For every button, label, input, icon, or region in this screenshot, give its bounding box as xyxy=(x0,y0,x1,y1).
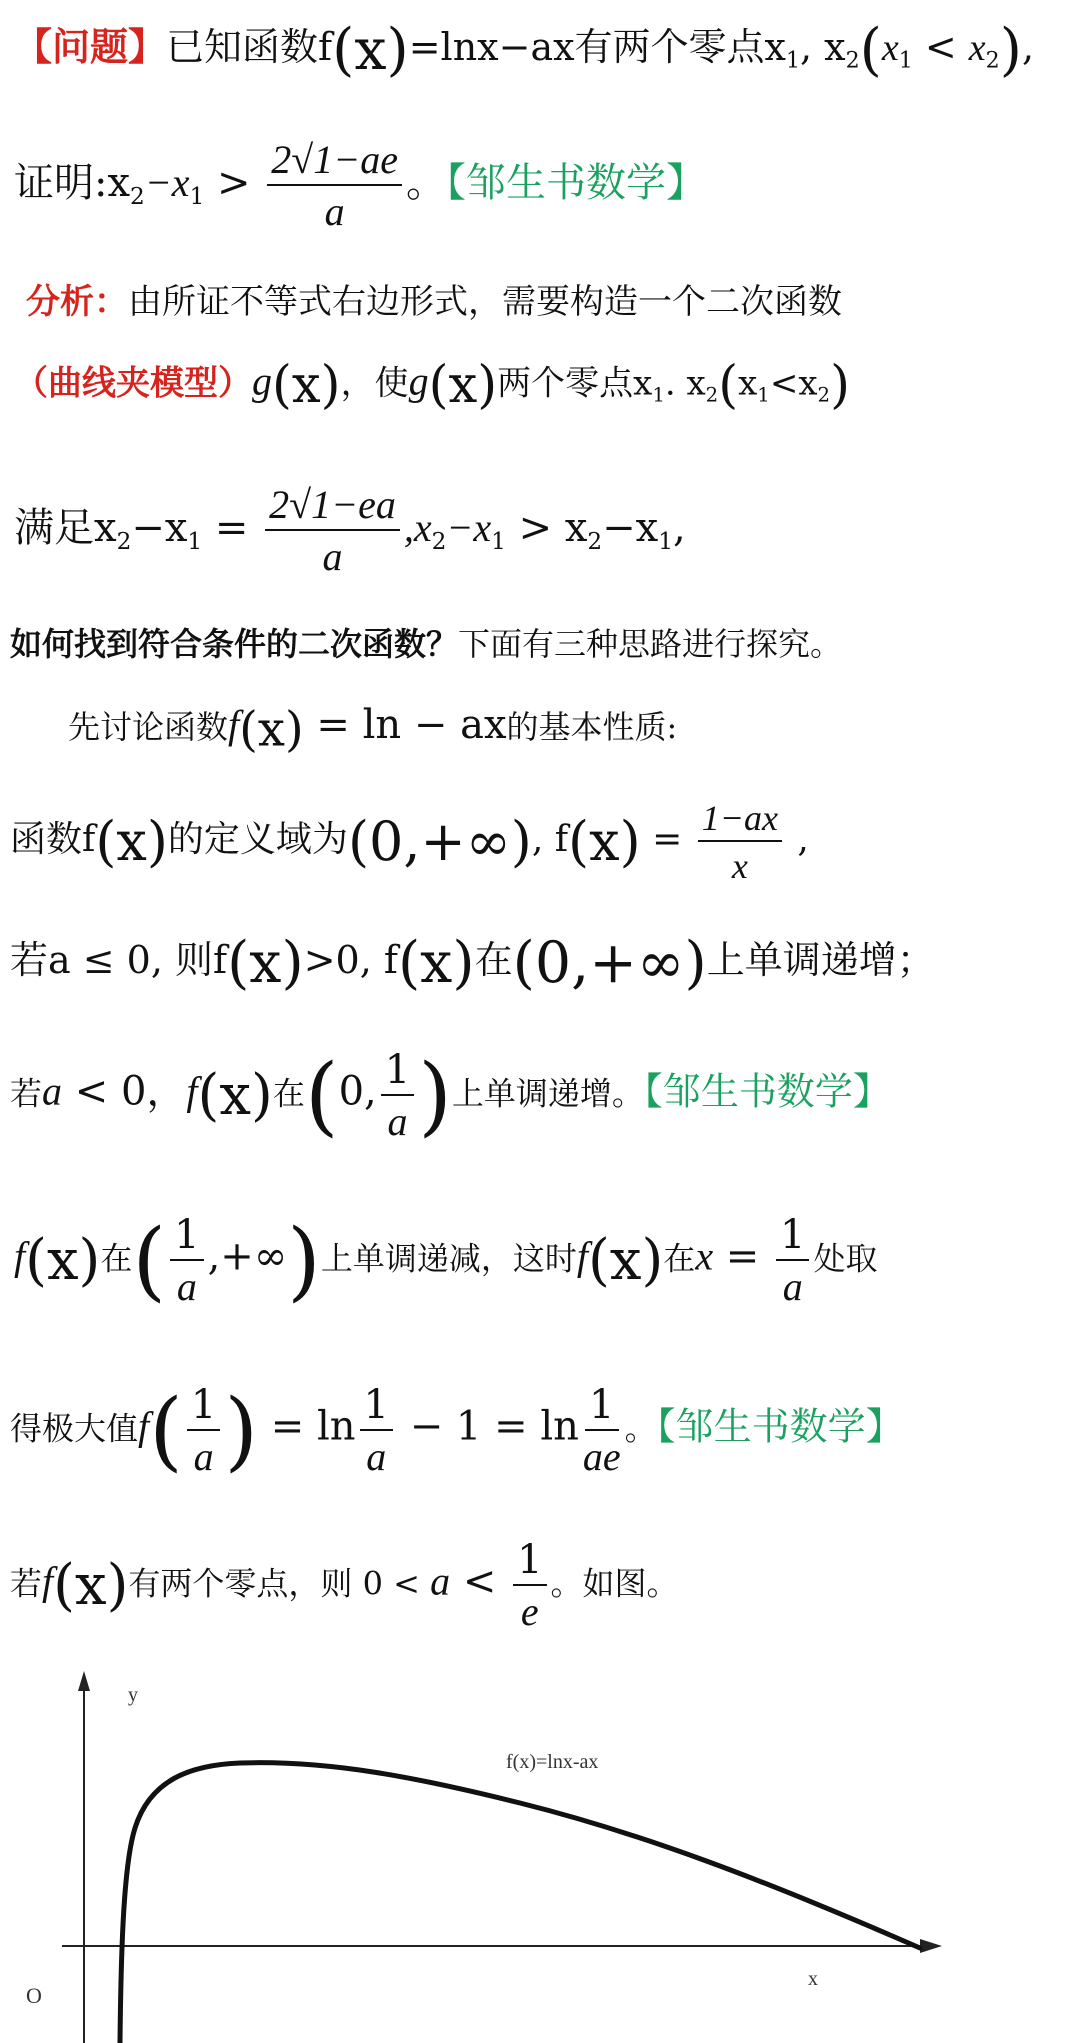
analysis-line xyxy=(26,282,842,322)
text: (x) xyxy=(272,356,341,415)
watermark-tag: 【邹生书数学】 xyxy=(445,160,706,206)
subscript: 2 xyxy=(587,528,603,556)
numerator: 1 xyxy=(360,1385,393,1431)
text: (x) xyxy=(227,930,304,996)
text: a xyxy=(430,1558,451,1604)
text: (x) xyxy=(428,356,498,415)
text: 。如图。 xyxy=(550,1564,679,1603)
subscript: 2 xyxy=(130,183,145,211)
subscript: 1 xyxy=(658,528,673,556)
prove-line xyxy=(14,137,706,234)
numerator: 1 xyxy=(170,1215,203,1261)
fraction xyxy=(513,1537,546,1634)
text: 上单调递增。 xyxy=(451,1074,644,1113)
text: 先讨论函数 xyxy=(68,708,229,746)
text: 在 xyxy=(100,1239,133,1278)
text: f xyxy=(14,1233,26,1279)
text: (0,+∞) xyxy=(347,810,532,873)
numerator: 1−ax xyxy=(698,800,782,842)
max-value-line xyxy=(10,1380,904,1481)
text: 若 xyxy=(10,1564,43,1603)
text: − 1 = ln xyxy=(396,1403,579,1450)
denominator: x xyxy=(731,846,748,886)
text: ) xyxy=(287,1210,321,1311)
text: = xyxy=(713,1233,773,1280)
curve-label: f(x)=lnx-ax xyxy=(506,1751,599,1773)
monotonic-line-3 xyxy=(14,1210,878,1311)
text: 证明:x xyxy=(14,160,131,206)
text: 得极大值 xyxy=(10,1409,139,1448)
text: ( xyxy=(718,356,739,415)
text: <x xyxy=(769,363,818,404)
text: , xyxy=(785,819,809,860)
text: (x) xyxy=(568,810,641,873)
text: 的基本性质: xyxy=(506,708,678,746)
subscript: 2 xyxy=(116,528,132,556)
text: 上单调递增； xyxy=(706,938,935,982)
text: ) xyxy=(830,356,850,415)
text: 下面有三种思路进行探究。 xyxy=(458,625,843,663)
subscript: 2 xyxy=(431,528,447,556)
text: g xyxy=(408,358,429,404)
text: f xyxy=(42,1558,54,1604)
y-axis-label: y xyxy=(128,1684,138,1706)
denominator: a xyxy=(176,1264,197,1309)
subscript: 1 xyxy=(491,528,506,556)
y-axis-arrow xyxy=(78,1671,90,1691)
denominator: a xyxy=(324,189,345,234)
subscript: 2 xyxy=(705,383,719,407)
x-axis-arrow xyxy=(920,1939,942,1953)
domain-line xyxy=(10,800,809,884)
zeros-line xyxy=(10,1537,679,1634)
text: −x xyxy=(144,160,190,205)
monotonic-line-2 xyxy=(10,1045,891,1146)
text: , x xyxy=(800,25,846,69)
subscript: 1 xyxy=(785,48,801,74)
text: ( xyxy=(859,17,882,83)
analysis-tag: 分析： xyxy=(26,282,128,322)
text: 已知函数f xyxy=(166,25,333,69)
fraction xyxy=(776,1212,809,1309)
subscript: 1 xyxy=(652,383,665,407)
monotonic-line-1 xyxy=(10,930,935,996)
fraction xyxy=(267,137,402,234)
subscript: 1 xyxy=(187,528,203,556)
text: 满足x xyxy=(14,505,117,551)
fraction xyxy=(265,482,400,579)
text: < 0， xyxy=(62,1068,187,1115)
text: 上单调递减，这时 xyxy=(320,1239,577,1278)
model-line xyxy=(14,356,850,415)
text: x xyxy=(695,1233,714,1279)
text: (x) xyxy=(25,1228,101,1293)
text: 在 xyxy=(663,1239,696,1278)
numerator: 2√1−ae xyxy=(267,140,402,186)
text: (x) xyxy=(332,17,409,83)
denominator: a xyxy=(782,1264,803,1309)
text: 的定义域为 xyxy=(167,819,348,860)
fraction xyxy=(170,1212,203,1309)
text: (x) xyxy=(588,1228,664,1293)
numerator: 1 xyxy=(513,1540,546,1586)
function-curve xyxy=(120,1763,920,2043)
text: (0,+∞) xyxy=(512,930,707,996)
text: =lnx−ax有两个零点x xyxy=(408,25,786,69)
text: = ln − ax xyxy=(303,702,507,748)
text: , f xyxy=(531,819,569,860)
text: f xyxy=(138,1403,150,1449)
text: −x xyxy=(602,505,659,551)
text: (x) xyxy=(197,1063,273,1128)
text: = xyxy=(640,819,694,860)
fraction xyxy=(187,1382,220,1479)
fraction xyxy=(381,1047,414,1144)
text: >0, f xyxy=(303,938,398,982)
text: , xyxy=(1021,25,1035,69)
text: 在 xyxy=(474,938,513,982)
text: (x) xyxy=(95,810,168,873)
denominator: a xyxy=(322,534,343,579)
text: = ln xyxy=(258,1403,356,1450)
text: 有两个零点，则 0 < xyxy=(128,1564,431,1603)
subscript: 1 xyxy=(757,383,770,407)
denominator: a xyxy=(366,1434,387,1479)
text: ，使 xyxy=(340,363,409,404)
text: f xyxy=(186,1068,198,1114)
text: (x) xyxy=(53,1553,129,1618)
question-line xyxy=(10,625,843,663)
text: ( xyxy=(132,1210,167,1311)
function-graph xyxy=(0,1663,1080,2043)
fraction xyxy=(360,1382,393,1479)
numerator: 1 xyxy=(187,1385,220,1431)
text: 在 xyxy=(272,1074,305,1113)
text: ) xyxy=(418,1045,452,1146)
text: 两个零点x xyxy=(497,363,653,404)
denominator: e xyxy=(520,1589,539,1634)
text: ,x xyxy=(403,505,432,550)
text: 。 xyxy=(624,1409,657,1448)
text: 由所证不等式右边形式，需要构造一个二次函数 xyxy=(128,282,842,322)
text: . x xyxy=(664,363,706,404)
text: f xyxy=(228,702,240,747)
fraction xyxy=(698,800,782,884)
numerator: 1 xyxy=(381,1050,414,1096)
numerator: 1 xyxy=(776,1215,809,1261)
subscript: 2 xyxy=(817,383,831,407)
condition-line xyxy=(14,482,686,579)
text: (x) xyxy=(397,930,475,996)
watermark-tag: 【邹生书数学】 xyxy=(656,1404,904,1449)
x-axis-label: x xyxy=(808,1968,818,1990)
problem-line xyxy=(14,17,1035,83)
denominator: a xyxy=(387,1099,408,1144)
subscript: 1 xyxy=(189,183,205,211)
subscript: 1 xyxy=(898,48,913,74)
text: 。 xyxy=(405,160,446,206)
text: (x) xyxy=(239,701,304,758)
subscript: 2 xyxy=(845,48,860,74)
denominator: ae xyxy=(582,1434,621,1479)
numerator: 2√1−ea xyxy=(265,485,400,531)
text: 函数f xyxy=(10,819,96,860)
text: ) xyxy=(224,1380,259,1481)
text: x xyxy=(881,27,899,69)
text: , xyxy=(673,505,686,551)
text: 如何找到符合条件的二次函数？ xyxy=(10,625,459,663)
text: 0, xyxy=(338,1068,377,1115)
text: −x xyxy=(131,505,188,551)
text: 若 xyxy=(10,1074,43,1113)
discuss-line xyxy=(68,701,678,758)
model-tag: （曲线夹模型） xyxy=(14,363,252,404)
text: ,+∞ xyxy=(207,1233,288,1280)
numerator: 1 xyxy=(585,1385,618,1431)
problem-tag: 【问题】 xyxy=(14,24,167,69)
origin-label: O xyxy=(26,1983,42,2008)
text: 处取 xyxy=(813,1239,878,1278)
subscript: 2 xyxy=(985,48,1000,74)
text: ( xyxy=(304,1045,339,1146)
watermark-tag: 【邹生书数学】 xyxy=(643,1069,891,1114)
text: x xyxy=(968,27,986,69)
text: > xyxy=(204,160,264,206)
text: a xyxy=(42,1068,63,1114)
text: ) xyxy=(999,17,1022,83)
text: ( xyxy=(149,1380,183,1481)
text: > x xyxy=(505,505,588,551)
denominator: a xyxy=(193,1434,214,1479)
text: 若a ≤ 0, 则f xyxy=(10,938,228,982)
text: −x xyxy=(446,505,492,550)
text: < xyxy=(450,1558,510,1605)
text: < xyxy=(912,25,969,69)
text: f xyxy=(576,1233,589,1279)
text: = xyxy=(202,505,262,551)
text: x xyxy=(738,363,758,404)
fraction xyxy=(582,1382,621,1479)
text: g xyxy=(252,358,272,404)
